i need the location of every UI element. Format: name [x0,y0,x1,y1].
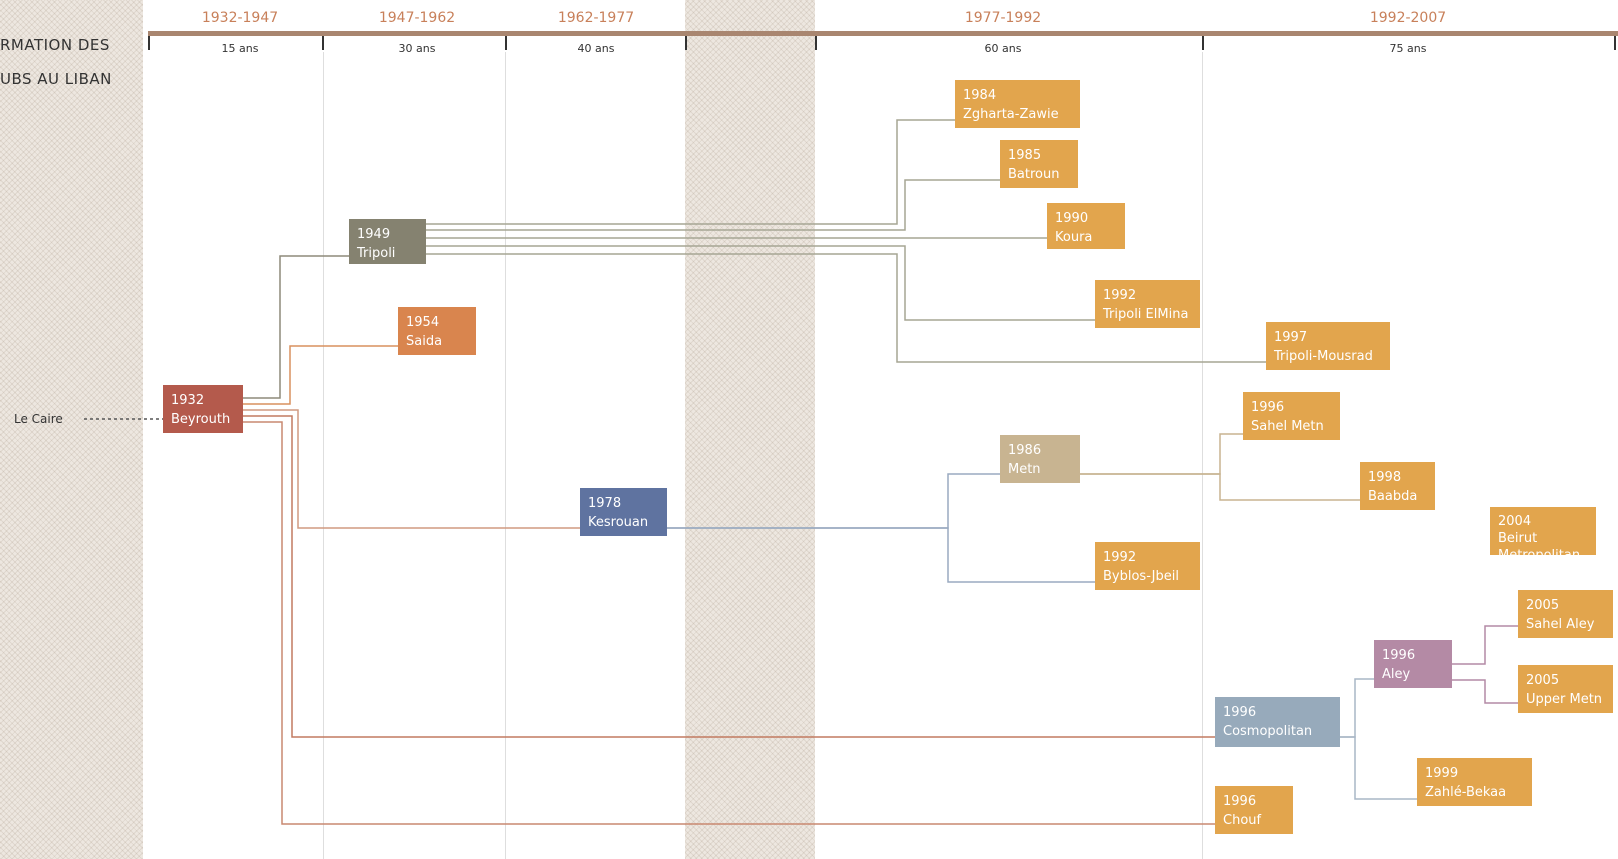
club-node-baabda [1360,462,1435,510]
club-name: Aley [1382,667,1411,682]
period-duration: 40 ans [577,42,615,55]
club-node-kesrouan [580,488,667,536]
club-node-tripoli-elmina [1095,280,1200,328]
club-name: Sahel Aley [1526,617,1595,632]
club-node-byblos [1095,542,1200,590]
club-name: Zahlé-Bekaa [1425,785,1507,800]
club-year: 1998 [1368,470,1402,485]
club-name: Koura [1055,230,1093,245]
club-node-upper-metn [1518,665,1613,713]
club-node-cosmopolitan [1215,697,1340,747]
club-year: 1996 [1223,705,1257,720]
club-node-tripoli [349,219,426,264]
club-node-aley [1374,640,1452,688]
club-year: 1999 [1425,766,1459,781]
club-year: 1986 [1008,443,1042,458]
period-duration: 15 ans [221,42,259,55]
club-node-sahel-metn [1243,392,1340,440]
club-name: Upper Metn [1526,692,1603,707]
club-year: 1992 [1103,288,1137,303]
club-node-tripoli-mousrad [1266,322,1390,370]
club-name: Tripoli [357,246,396,261]
period-label: 1932-1947 [201,10,279,26]
origin-label-le-caire: Le Caire [14,412,63,426]
club-node-saida [398,307,476,355]
club-node-zgharta [955,80,1080,128]
club-name: Beyrouth [171,412,231,427]
club-name: Tripoli ElMina [1103,307,1189,322]
club-year: 1949 [357,227,391,242]
club-year: 1984 [963,88,997,103]
period-label: 1977-1992 [964,10,1042,26]
period-label: 1947-1962 [378,10,456,26]
club-year: 1996 [1251,400,1285,415]
club-name: Beirut Metropolitan [1498,531,1581,563]
club-node-chouf [1215,786,1293,834]
club-year: 1954 [406,315,440,330]
club-node-koura [1047,203,1125,249]
club-year: 1990 [1055,211,1089,226]
club-name: Batroun [1008,167,1060,182]
club-node-sahel-aley [1518,590,1613,638]
period-duration: 60 ans [984,42,1022,55]
club-year: 1997 [1274,330,1308,345]
club-name: Zgharta-Zawie [963,107,1059,122]
club-year: 2005 [1526,598,1560,613]
club-node-beyrouth [163,385,243,433]
club-name: Sahel Metn [1251,419,1324,434]
period-duration: 30 ans [398,42,436,55]
club-year: 1996 [1223,794,1257,809]
club-name: Metn [1008,462,1041,477]
club-year: 1978 [588,496,622,511]
club-year: 1932 [171,393,205,408]
chart-title-line1: RMATION DES [0,36,110,54]
club-node-metn [1000,435,1080,483]
club-name: Baabda [1368,489,1418,504]
club-name: Saida [406,334,443,349]
club-name: Byblos-Jbeil [1103,569,1179,584]
club-year: 2005 [1526,673,1560,688]
club-year: 1996 [1382,648,1416,663]
period-label: 1962-1977 [557,10,635,26]
club-node-beirut-metropolitan [1490,507,1596,563]
club-year: 1992 [1103,550,1137,565]
club-name: Kesrouan [588,515,649,530]
club-year: 1985 [1008,148,1042,163]
club-name: Cosmopolitan [1223,724,1313,739]
club-name: Chouf [1223,813,1262,828]
chart-title-line2: UBS AU LIBAN [0,70,112,88]
period-duration: 75 ans [1389,42,1427,55]
period-label: 1992-2007 [1369,10,1447,26]
club-year: 2004 [1498,514,1532,529]
club-node-batroun [1000,140,1078,188]
club-node-zahle [1417,758,1532,806]
club-name: Tripoli-Mousrad [1274,349,1373,364]
